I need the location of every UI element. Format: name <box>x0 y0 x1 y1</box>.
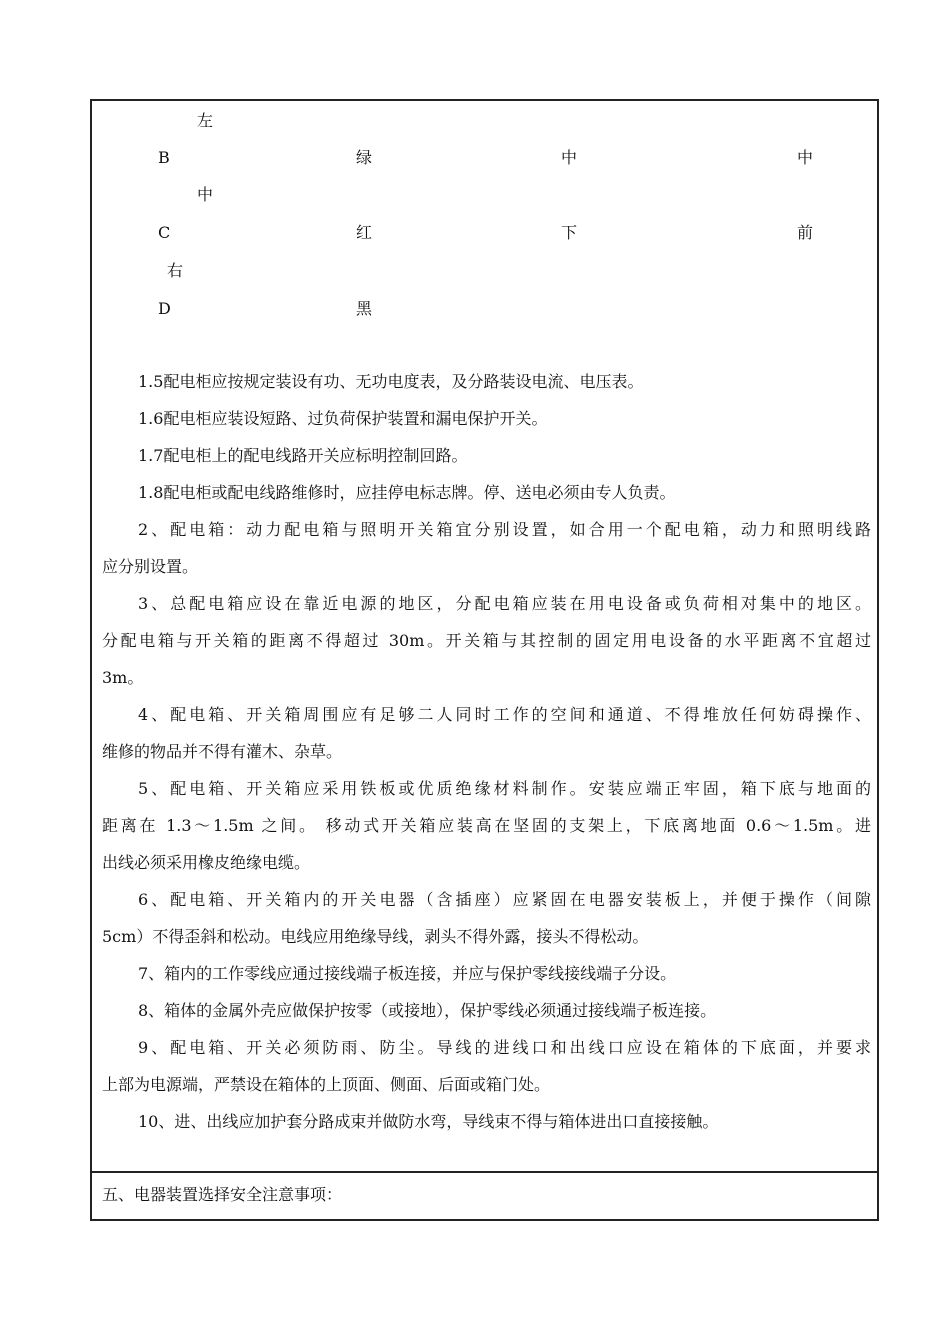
section-divider <box>92 1171 877 1173</box>
paragraph <box>102 992 871 1029</box>
paragraph <box>102 1103 871 1140</box>
paragraph-line: 9、配电箱、开关必须防雨、防尘。导线的进线口和出线口应设在箱体的下底面，并要求 <box>138 1038 871 1057</box>
section-five-heading: 五、电器装置选择安全注意事项： <box>102 1185 343 1204</box>
paragraph-line: 5cm）不得歪斜和松动。电线应用绝缘导线，剥头不得外露，接头不得松动。 <box>102 927 649 946</box>
paragraph <box>102 881 871 955</box>
paragraph <box>102 363 871 400</box>
wire-table-cell-b: 绿 <box>356 148 373 167</box>
paragraph-line: 1.8配电柜或配电线路维修时，应挂停电标志牌。停、送电必须由专人负责。 <box>138 483 676 502</box>
paragraph <box>102 1029 871 1103</box>
wire-table-cell-c: 下 <box>561 223 578 242</box>
paragraph-line: 距离在 1.3～1.5m 之间。 移动式开关箱应装高在坚固的支架上，下底离地面 0.6～1.5m。进 <box>102 816 871 835</box>
paragraph-line: 6、配电箱、开关箱内的开关电器（含插座）应紧固在电器安装板上，并便于操作（间隙 <box>138 890 871 909</box>
content-frame <box>90 99 879 1221</box>
paragraph <box>102 955 871 992</box>
paragraph-line: 分配电箱与开关箱的距离不得超过 30m。开关箱与其控制的固定用电设备的水平距离不宜超过 <box>102 631 871 650</box>
paragraph-line: 出线必须采用橡皮绝缘电缆。 <box>102 853 311 872</box>
paragraph <box>102 437 871 474</box>
paragraph-line: 7、箱内的工作零线应通过接线端子板连接，并应与保护零线接线端子分设。 <box>138 964 677 983</box>
paragraph-line: 维修的物品并不得有灌木、杂草。 <box>102 742 343 761</box>
body-paragraphs <box>102 363 871 1140</box>
wire-table-cell-a: C <box>158 223 171 242</box>
paragraph-line: 应分别设置。 <box>102 557 199 576</box>
paragraph-line: 2、配电箱：动力配电箱与照明开关箱宜分别设置，如合用一个配电箱，动力和照明线路 <box>138 520 871 539</box>
paragraph <box>102 511 871 585</box>
wire-table-cell-a: 中 <box>197 185 214 204</box>
paragraph-line: 1.7配电柜上的配电线路开关应标明控制回路。 <box>138 446 468 465</box>
paragraph <box>102 696 871 770</box>
paragraph <box>102 585 871 696</box>
wire-table-cell-b: 黑 <box>356 299 373 318</box>
paragraph-line: 上部为电源端，严禁设在箱体的上顶面、侧面、后面或箱门处。 <box>102 1075 551 1094</box>
paragraph-line: 1.6配电柜应装设短路、过负荷保护装置和漏电保护开关。 <box>138 409 548 428</box>
wire-table-cell-d: 中 <box>797 148 814 167</box>
paragraph-line: 4、配电箱、开关箱周围应有足够二人同时工作的空间和通道、不得堆放任何妨碍操作、 <box>138 705 871 724</box>
wire-table-cell-d: 前 <box>797 223 814 242</box>
paragraph-line: 8、箱体的金属外壳应做保护按零（或接地），保护零线必须通过接线端子板连接。 <box>138 1001 717 1020</box>
wire-table-cell-a: D <box>158 299 171 318</box>
wire-table-cell-a: 右 <box>167 261 184 280</box>
paragraph-line: 1.5配电柜应按规定装设有功、无功电度表，及分路装设电流、电压表。 <box>138 372 644 391</box>
paragraph-line: 3m。 <box>102 668 144 687</box>
wire-table-cell-b: 红 <box>356 223 373 242</box>
paragraph <box>102 474 871 511</box>
paragraph <box>102 400 871 437</box>
paragraph <box>102 770 871 881</box>
paragraph-line: 5、配电箱、开关箱应采用铁板或优质绝缘材料制作。安装应端正牢固，箱下底与地面的 <box>138 779 871 798</box>
wire-table-cell-a: B <box>158 148 170 167</box>
wire-table-cell-c: 中 <box>561 148 578 167</box>
paragraph-line: 10、进、出线应加护套分路成束并做防水弯，导线束不得与箱体进出口直接接触。 <box>138 1112 719 1131</box>
paragraph-line: 3、总配电箱应设在靠近电源的地区，分配电箱应装在用电设备或负荷相对集中的地区。 <box>138 594 871 613</box>
wire-table-cell-a: 左 <box>197 111 214 130</box>
